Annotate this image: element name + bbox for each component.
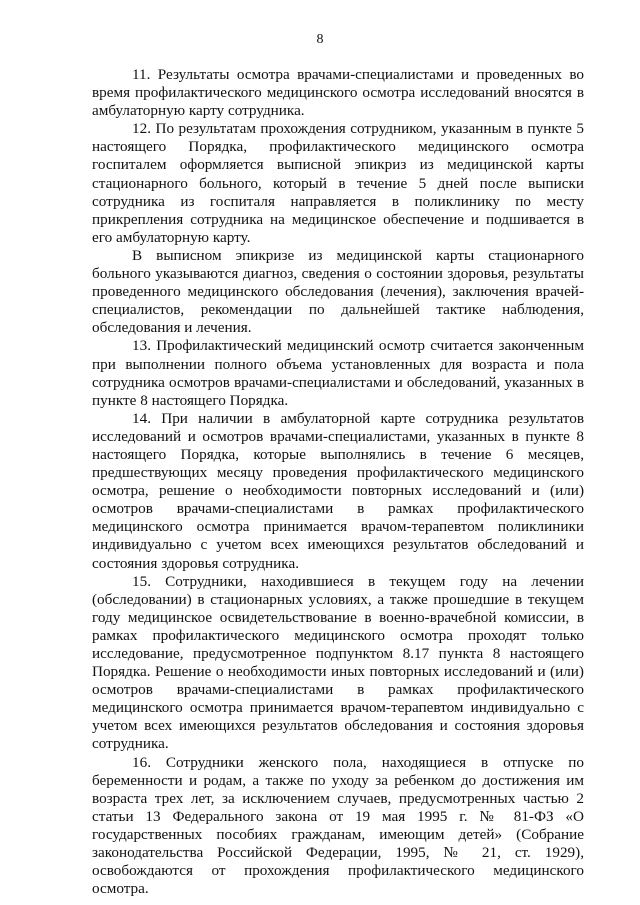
paragraph-11: 11. Результаты осмотра врачами-специалистами и проведенных во время профилактического медицинского осмотра исследований вносятся в амбулаторную карту сотрудника. (92, 66, 584, 120)
page-number: 8 (316, 32, 324, 47)
paragraph-15: 15. Сотрудники, находившиеся в текущем году на лечении (обследовании) в стационарных условиях, а также прошедшие в текущем году медицинское освидетельствование в военно-врачебной комиссии, в рамках профилактического медицинского осмотра проходят только исследование, предусмотренное подпунктом 8.17 пункта 8 настоящего Порядка. Решение о необходимости иных повторных исследований и (или) осмотров врачами-специалистами в рамках профилактического медицинского осмотра принимается врачом-терапевтом индивидуально с учетом всех имеющихся результатов обследования и состояния здоровья сотрудника. (92, 572, 584, 753)
paragraph-12: 12. По результатам прохождения сотрудником, указанным в пункте 5 настоящего Порядка, профилактического медицинского осмотра госпиталем оформляется выписной эпикриз из медицинской карты стационарного больного, который в течение 5 дней после выписки сотрудника из госпиталя направляется в поликлинику по месту прикрепления сотрудника на медицинское обеспечение и подшивается в его амбулаторную карту. (92, 120, 584, 246)
paragraph-12-epicrisis: В выписном эпикризе из медицинской карты стационарного больного указываются диагноз, сведения о состоянии здоровья, результаты проведенного медицинского обследования (лечения), заключения врачей-специалистов, рекомендации по дальнейшей тактике наблюдения, обследования и лечения. (92, 246, 584, 337)
paragraph-16: 16. Сотрудники женского пола, находящиеся в отпуске по беременности и родам, а также по уходу за ребенком до достижения им возраста трех лет, за исключением случаев, предусмотренных частью 2 статьи 13 Федерального закона от 19 мая 1995 г. № 81-ФЗ «О государственных пособиях гражданам, имеющим детей» (Собрание законодательства Российской Федерации, 1995, № 21, ст. 1929), освобождаются от прохождения профилактического медицинского осмотра. (92, 753, 584, 898)
paragraph-13: 13. Профилактический медицинский осмотр считается законченным при выполнении полного объема установленных для возраста и пола сотрудника осмотров врачами-специалистами и обследований, указанных в пункте 8 настоящего Порядка. (92, 337, 584, 409)
paragraph-14: 14. При наличии в амбулаторной карте сотрудника результатов исследований и осмотров врачами-специалистами, указанных в пункте 8 настоящего Порядка, которые выполнялись в течение 6 месяцев, предшествующих месяцу проведения профилактического медицинского осмотра, решение о необходимости повторных исследований и (или) осмотров врачами-специалистами в рамках профилактического медицинского осмотра принимается врачом-терапевтом поликлиники индивидуально с учетом всех имеющихся результатов обследований и состояния здоровья сотрудника. (92, 409, 584, 572)
document-body (92, 66, 584, 898)
